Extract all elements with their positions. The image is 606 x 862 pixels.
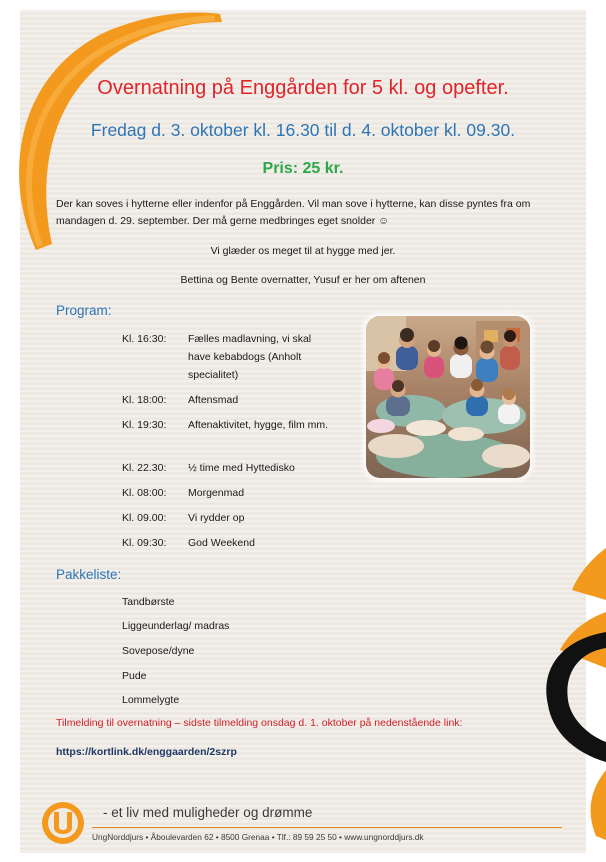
kids-sleepover-photo bbox=[366, 316, 530, 478]
program-time: Kl. 08:00: bbox=[122, 487, 167, 499]
packing-item: Liggeunderlag/ madras bbox=[122, 620, 230, 632]
program-desc: Vi rydder op bbox=[188, 512, 245, 524]
packing-item: Lommelygte bbox=[122, 694, 180, 706]
program-heading: Program: bbox=[56, 303, 112, 318]
event-date-subtitle: Fredag d. 3. oktober kl. 16.30 til d. 4. oktober kl. 09.30. bbox=[90, 120, 516, 140]
intro-paragraph: Der kan soves i hytterne eller indenfor på Enggården. Vil man sove i hytterne, kan disse pyntes fra om mandagen d. 29. september. Der må gerne medbringes eget snolder ☺ bbox=[56, 198, 531, 227]
footer-slogan: - et liv med muligheder og drømme bbox=[103, 805, 313, 820]
packing-heading: Pakkeliste: bbox=[56, 567, 122, 582]
greeting-line: Vi glæder os meget til at hygge med jer. bbox=[210, 245, 396, 257]
program-time: Kl. 09.00: bbox=[122, 512, 167, 524]
packing-item: Tandbørste bbox=[122, 596, 175, 608]
program-time: Kl. 09:30: bbox=[122, 537, 167, 549]
program-desc: Morgenmad bbox=[188, 487, 245, 499]
program-desc: ½ time med Hyttedisko bbox=[188, 462, 295, 474]
footer-divider bbox=[92, 827, 562, 828]
program-time: Kl. 19:30: bbox=[122, 419, 167, 431]
signup-notice: Tilmelding til overnatning – sidste tilmelding onsdag d. 1. oktober på nedenstående link: bbox=[56, 717, 463, 729]
staff-note-line: Bettina og Bente overnatter, Yusuf er her om aftenen bbox=[180, 274, 426, 286]
packing-item: Pude bbox=[122, 670, 147, 682]
footer-address: UngNorddjurs • Åboulevarden 62 • 8500 Grenaa • Tlf.: 89 59 25 50 • www.ungnorddjurs.dk bbox=[92, 832, 424, 842]
program-desc: Aftenaktivitet, hygge, film mm. bbox=[188, 419, 329, 431]
program-time: Kl. 16:30: bbox=[122, 333, 167, 345]
program-desc: Aftensmad bbox=[188, 394, 239, 406]
price-label: Pris: 25 kr. bbox=[262, 160, 344, 177]
signup-link[interactable]: https://kortlink.dk/enggaarden/2szrp bbox=[56, 746, 237, 758]
program-time: Kl. 22.30: bbox=[122, 462, 167, 474]
page-title: Overnatning på Enggården for 5 kl. og opefter. bbox=[97, 77, 509, 99]
packing-item: Sovepose/dyne bbox=[122, 645, 195, 657]
program-desc: God Weekend bbox=[188, 537, 255, 549]
program-desc: Fælles madlavning, vi skal have kebabdogs (Anholt specialitet) bbox=[188, 333, 312, 381]
ungnorddjurs-logo-icon bbox=[40, 800, 86, 846]
program-time: Kl. 18:00: bbox=[122, 394, 167, 406]
